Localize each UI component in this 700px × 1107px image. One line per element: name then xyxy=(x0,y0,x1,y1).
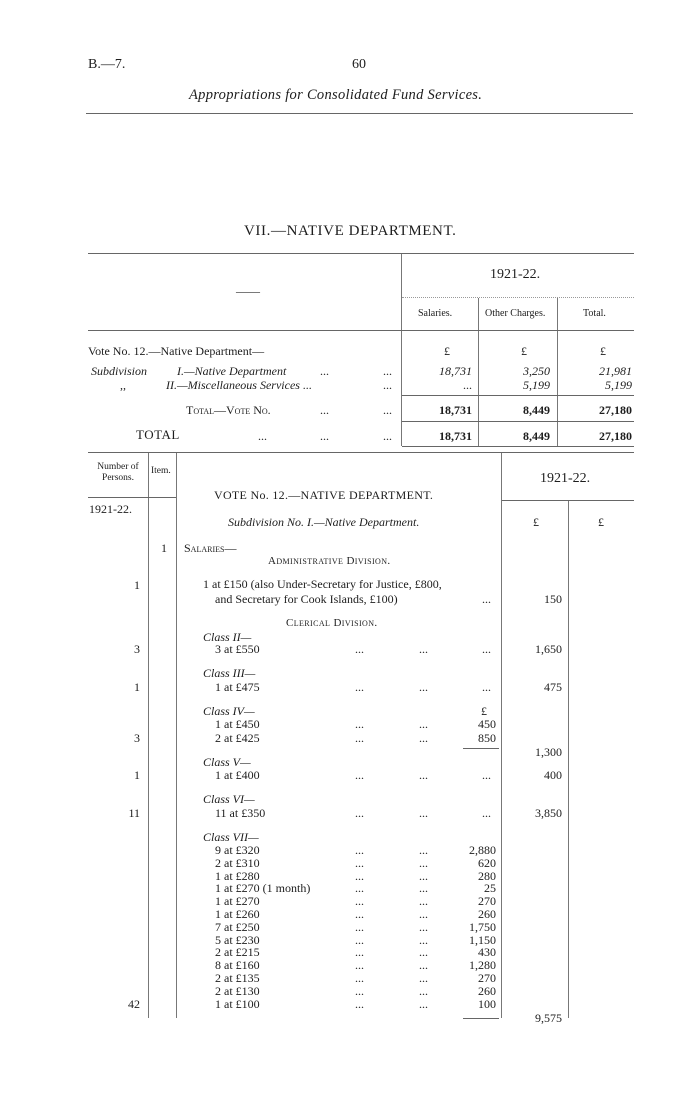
summary-dash: —— xyxy=(236,284,260,298)
line-value: 100 xyxy=(478,996,496,1011)
dots: ... xyxy=(355,731,364,745)
dots: ... xyxy=(419,868,428,883)
row-dots: ... xyxy=(383,429,392,443)
dots: ... xyxy=(355,868,364,883)
item-col-rule xyxy=(176,453,177,1018)
subdivision-title: Subdivision No. I.—Native Department. xyxy=(228,515,420,529)
pound-col-2: £ xyxy=(598,515,604,529)
dots: ... xyxy=(419,642,428,656)
dots: ... xyxy=(355,717,364,731)
admin-line-1: 1 at £150 (also Under-Secretary for Justice, £800, xyxy=(203,577,442,591)
line-value: 430 xyxy=(478,945,496,960)
col-total: Total. xyxy=(583,308,606,319)
item-number: 1 xyxy=(161,541,167,555)
class-line: 1 at £270 (1 month) xyxy=(215,881,311,896)
amount-col-rule-2 xyxy=(568,500,569,1018)
class-name: Class V— xyxy=(203,755,251,769)
row-total: 5,199 xyxy=(605,378,632,392)
document-reference: B.—7. xyxy=(88,57,126,72)
class-line: 2 at £215 xyxy=(215,945,260,960)
dots: ... xyxy=(482,680,491,694)
dots: ... xyxy=(482,642,491,656)
line-value: 280 xyxy=(478,868,496,883)
class-amount: 9,575 xyxy=(535,1011,562,1025)
administrative-division: Administrative Division. xyxy=(268,555,391,567)
summary-col-divider-3 xyxy=(557,298,558,446)
dots: ... xyxy=(419,731,428,745)
dots: ... xyxy=(355,907,364,921)
currency-total: £ xyxy=(600,344,606,358)
class-line: 5 at £230 xyxy=(215,932,260,947)
dots: ... xyxy=(355,881,364,896)
total-vote-other: 8,449 xyxy=(523,403,550,417)
admin-amount: 150 xyxy=(544,592,562,606)
line-value: 260 xyxy=(478,983,496,998)
persons-count: 11 xyxy=(128,806,140,820)
dots: ... xyxy=(482,768,491,782)
persons-count: 1 xyxy=(134,768,140,782)
dots: ... xyxy=(419,983,428,998)
class-line: 2 at £310 xyxy=(215,855,260,870)
currency-other: £ xyxy=(521,344,527,358)
dots: ... xyxy=(419,894,428,909)
dots: ... xyxy=(355,996,364,1011)
dots: ... xyxy=(419,881,428,896)
total-rule xyxy=(402,421,634,422)
class-name: Class IV— xyxy=(203,704,255,718)
line-value: 270 xyxy=(478,971,496,985)
dots: ... xyxy=(355,983,364,998)
class-line: 9 at £320 xyxy=(215,843,260,857)
dots: ... xyxy=(355,843,364,857)
class-line: 8 at £160 xyxy=(215,958,260,973)
grand-total-total: 27,180 xyxy=(599,429,632,443)
row-salaries: ... xyxy=(463,378,472,392)
pound-col-1: £ xyxy=(533,515,539,529)
grand-total-label: TOTAL xyxy=(136,427,180,442)
admin-line-2: and Secretary for Cook Islands, £100) xyxy=(215,592,398,606)
line-value: 450 xyxy=(478,717,496,731)
class-line: 2 at £135 xyxy=(215,971,260,985)
dots: ... xyxy=(419,855,428,870)
dots: ... xyxy=(355,642,364,656)
detail-year-right: 1921-22. xyxy=(540,471,591,486)
subtotal-rule xyxy=(463,748,499,749)
class-line: 3 at £550 xyxy=(215,642,260,656)
total-vote-salaries: 18,731 xyxy=(439,403,472,417)
class-line: 1 at £475 xyxy=(215,680,260,694)
summary-year: 1921-22. xyxy=(490,267,541,282)
detail-top-rule xyxy=(88,452,634,453)
class-name: Class III— xyxy=(203,666,256,680)
summary-col-divider-2 xyxy=(478,298,479,446)
row-other: 3,250 xyxy=(523,364,550,378)
dots: ... xyxy=(355,945,364,960)
detail-header-rule-right xyxy=(502,500,634,501)
class-line: 1 at £100 xyxy=(215,996,260,1011)
dots: ... xyxy=(419,945,428,960)
persons-count: 1 xyxy=(134,680,140,694)
page-title: Appropriations for Consolidated Fund Services. xyxy=(189,87,483,103)
grand-total-salaries: 18,731 xyxy=(439,429,472,443)
class-line: 2 at £425 xyxy=(215,731,260,745)
row-dots: ... xyxy=(320,429,329,443)
line-value: 620 xyxy=(478,855,496,870)
section-title: VII.—NATIVE DEPARTMENT. xyxy=(244,223,457,239)
class-amount: 3,850 xyxy=(535,806,562,820)
dots: ... xyxy=(419,843,428,857)
line-value: 1,280 xyxy=(469,958,496,973)
class-name: Class VII— xyxy=(203,830,259,844)
detail-year-left: 1921-22. xyxy=(89,502,132,516)
dots: ... xyxy=(419,919,428,934)
line-value: 1,150 xyxy=(469,932,496,947)
class-line: 1 at £260 xyxy=(215,907,260,921)
class-line: 1 at £400 xyxy=(215,768,260,782)
dots: ... xyxy=(355,768,364,782)
row-prefix: ,, xyxy=(120,378,126,392)
line-value: 2,880 xyxy=(469,843,496,857)
class-amount: 1,650 xyxy=(535,642,562,656)
dots: ... xyxy=(419,907,428,921)
class-line: 1 at £280 xyxy=(215,868,260,883)
row-dots: ... xyxy=(320,403,329,417)
row-total: 21,981 xyxy=(599,364,632,378)
dots: ... xyxy=(355,806,364,820)
persons-count: 3 xyxy=(134,642,140,656)
dots: ... xyxy=(419,717,428,731)
dots: ... xyxy=(355,971,364,985)
persons-col-rule xyxy=(148,453,149,1018)
class-line: 1 at £450 xyxy=(215,717,260,731)
row-dots: ... xyxy=(383,403,392,417)
dots: ... xyxy=(355,855,364,870)
row-dots: ... xyxy=(258,429,267,443)
class-name: Class VI— xyxy=(203,792,255,806)
currency-salaries: £ xyxy=(444,344,450,358)
page-number: 60 xyxy=(352,57,366,72)
row-prefix: Subdivision xyxy=(91,364,147,378)
dots: ... xyxy=(419,932,428,947)
row-dots: ... xyxy=(383,378,392,392)
row-label: I.—Native Department xyxy=(177,364,287,378)
line-value: 270 xyxy=(478,894,496,909)
header-rule xyxy=(86,113,633,114)
dots: ... xyxy=(419,996,428,1011)
dots: ... xyxy=(482,806,491,820)
vote-label: Vote No. 12.—Native Department— xyxy=(88,344,265,358)
dots: ... xyxy=(419,768,428,782)
total-vote-label: Total—Vote No. xyxy=(186,403,271,417)
persons-count: 1 xyxy=(134,578,140,592)
row-label: II.—Miscellaneous Services ... xyxy=(166,378,312,392)
clerical-division: Clerical Division. xyxy=(286,617,378,629)
dots: ... xyxy=(355,958,364,973)
row-dots: ... xyxy=(320,364,329,378)
pound-sign: £ xyxy=(481,704,487,718)
vote-title: VOTE No. 12.—NATIVE DEPARTMENT. xyxy=(214,488,434,502)
dots: ... xyxy=(355,919,364,934)
summary-top-rule xyxy=(88,253,634,254)
summary-col-divider xyxy=(401,254,402,446)
line-value: 260 xyxy=(478,907,496,921)
persons-count: 42 xyxy=(128,997,140,1011)
subtotal-rule xyxy=(463,1018,499,1019)
subtotal-rule xyxy=(402,395,634,396)
class-amount: 475 xyxy=(544,680,562,694)
dots: ... xyxy=(419,680,428,694)
class-amount: 400 xyxy=(544,768,562,782)
line-value: 850 xyxy=(478,731,496,745)
row-dots: ... xyxy=(383,364,392,378)
col-salaries: Salaries. xyxy=(418,308,453,319)
total-vote-total: 27,180 xyxy=(599,403,632,417)
class-line: 2 at £130 xyxy=(215,983,260,998)
detail-header-rule-left xyxy=(88,497,176,498)
col-other-charges: Other Charges. xyxy=(485,308,546,319)
col-number-of-persons: Number of Persons. xyxy=(97,462,139,483)
line-value: 25 xyxy=(484,881,496,896)
persons-count: 3 xyxy=(134,731,140,745)
salaries-heading: Salaries— xyxy=(184,541,237,555)
dots: ... xyxy=(355,680,364,694)
class-line: 7 at £250 xyxy=(215,919,260,934)
line-value: 1,750 xyxy=(469,919,496,934)
dots: ... xyxy=(419,971,428,985)
class-amount: 1,300 xyxy=(535,745,562,759)
dots: ... xyxy=(355,932,364,947)
summary-header-rule xyxy=(88,330,634,331)
dots: ... xyxy=(419,806,428,820)
class-line: 1 at £270 xyxy=(215,894,260,909)
summary-year-rule xyxy=(402,297,634,298)
class-name: Class II— xyxy=(203,630,252,644)
amount-col-rule xyxy=(501,453,502,1018)
row-salaries: 18,731 xyxy=(439,364,472,378)
summary-bottom-rule xyxy=(402,446,634,447)
dots: ... xyxy=(419,958,428,973)
col-item: Item. xyxy=(151,466,171,476)
dots: ... xyxy=(482,592,491,606)
row-other: 5,199 xyxy=(523,378,550,392)
grand-total-other: 8,449 xyxy=(523,429,550,443)
class-line: 11 at £350 xyxy=(215,806,266,820)
dots: ... xyxy=(355,894,364,909)
